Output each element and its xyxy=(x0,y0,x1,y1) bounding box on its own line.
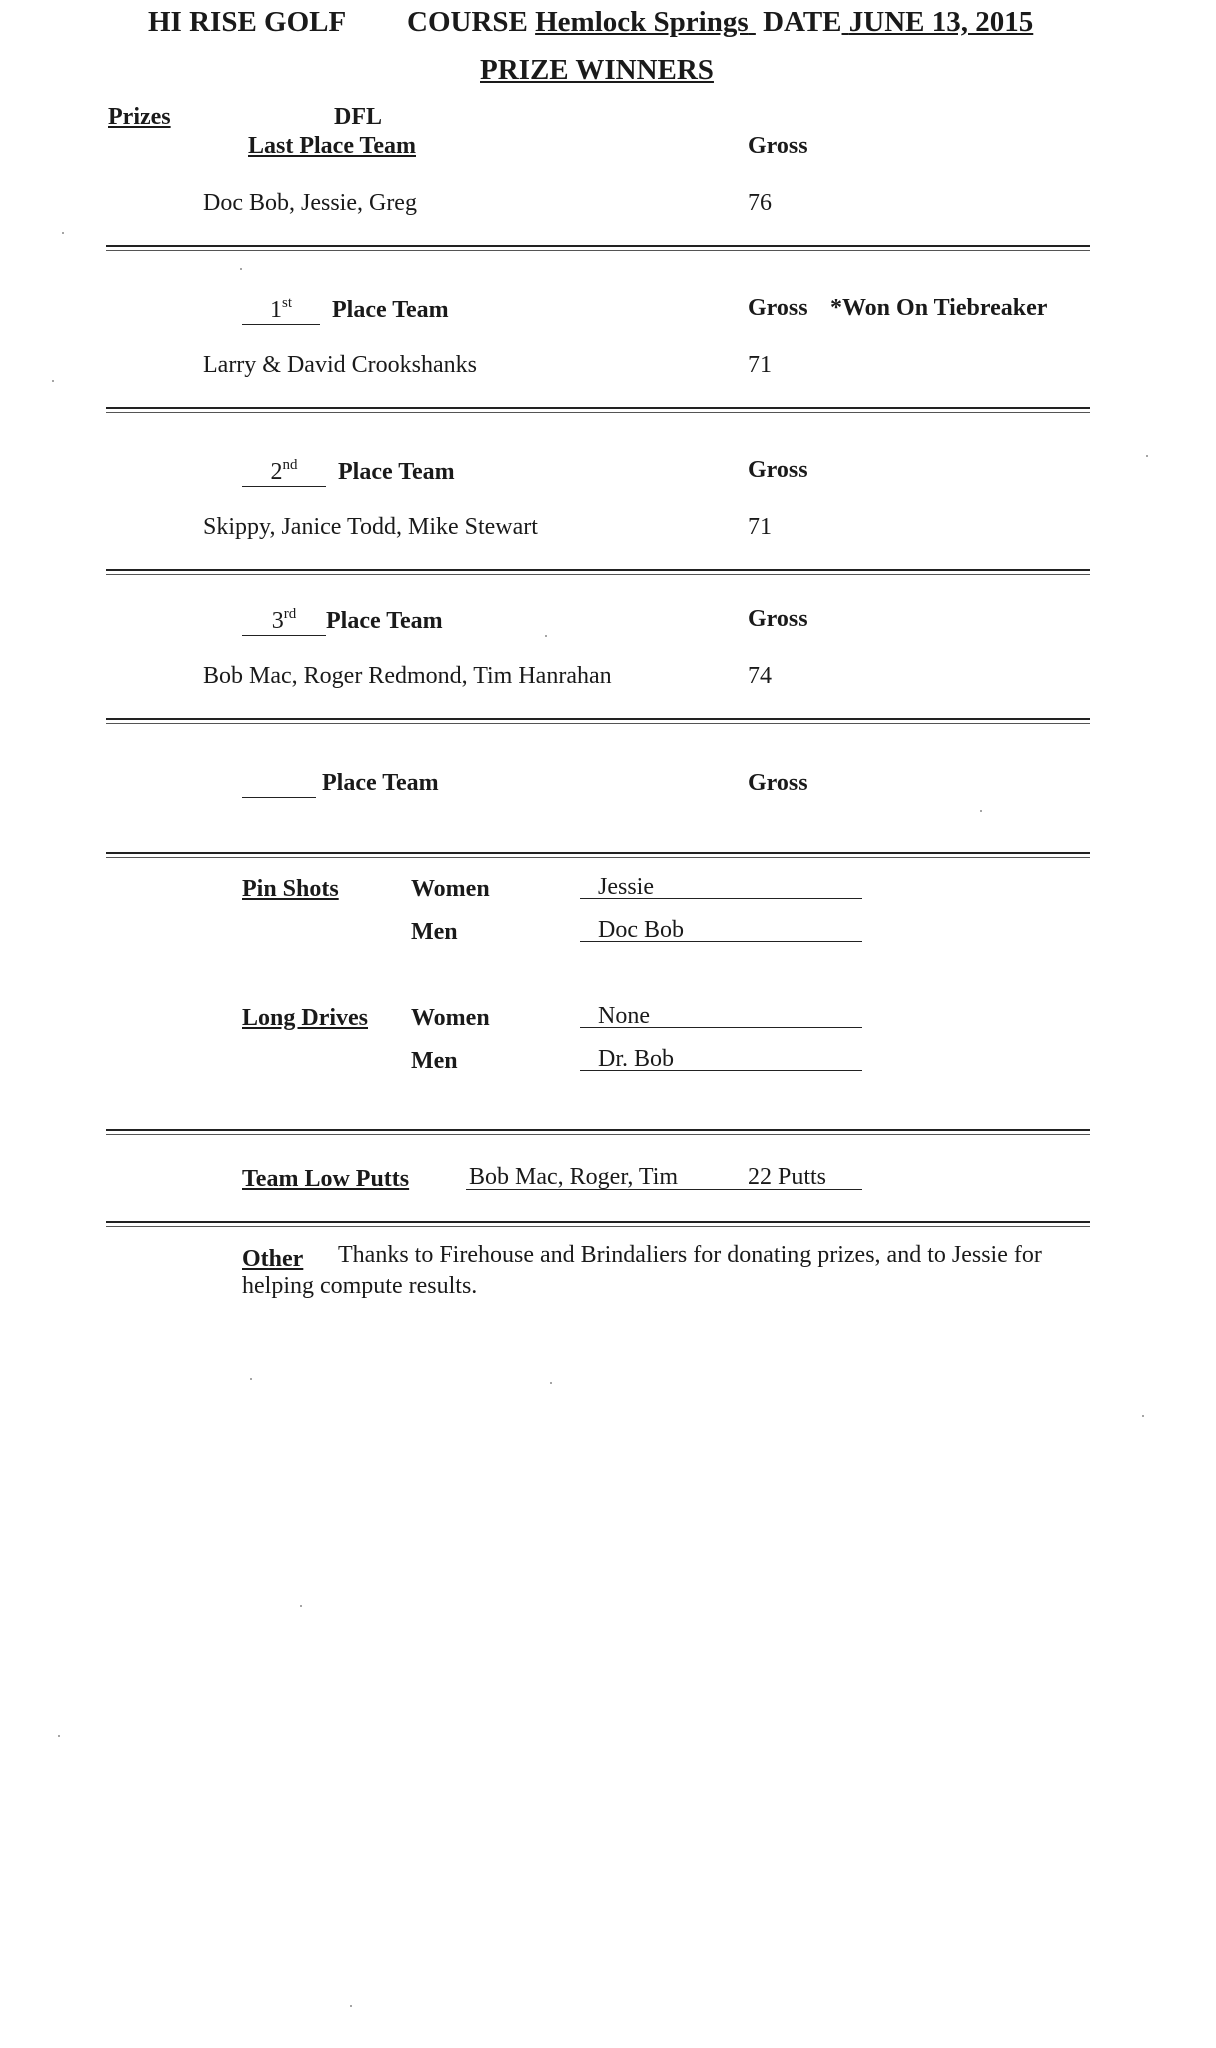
place-2-suffix: nd xyxy=(282,457,298,473)
scan-speck xyxy=(545,635,547,637)
putts-team: Bob Mac, Roger, Tim xyxy=(469,1164,679,1190)
scan-speck xyxy=(240,268,242,270)
pin-women-label: Women xyxy=(411,876,490,902)
scan-speck xyxy=(58,1735,60,1737)
place-3-num: 3 xyxy=(271,608,284,634)
other-text-line1: Thanks to Firehouse and Brindaliers for donating prizes, and to Jessie for xyxy=(338,1242,1042,1268)
place-4-label: Place Team xyxy=(322,770,439,796)
place-1-gross: 71 xyxy=(748,352,772,378)
other-text-line2: helping compute results. xyxy=(242,1273,478,1299)
dfl-gross-label: Gross xyxy=(748,133,808,159)
date-value: JUNE 13, 2015 xyxy=(848,6,1034,38)
scan-speck xyxy=(350,2005,352,2007)
dfl-gross: 76 xyxy=(748,190,772,216)
pin-shots-label: Pin Shots xyxy=(242,876,339,902)
scan-speck xyxy=(52,380,54,382)
place-4-gross-label: Gross xyxy=(748,770,808,796)
drives-women-label: Women xyxy=(411,1005,490,1031)
divider xyxy=(106,245,1090,251)
place-1-team: Larry & David Crookshanks xyxy=(203,352,477,378)
putts-label: Team Low Putts xyxy=(242,1166,410,1192)
course-line xyxy=(407,6,1033,39)
page-title: PRIZE WINNERS xyxy=(480,54,714,86)
place-3-suffix: rd xyxy=(283,606,297,622)
place-1-num: 1 xyxy=(269,297,282,323)
other-label: Other xyxy=(242,1246,304,1272)
place-2-gross: 71 xyxy=(748,514,772,540)
place-3-gross-label: Gross xyxy=(748,606,808,632)
place-1-note: *Won On Tiebreaker xyxy=(830,295,1048,321)
drives-women-value: None xyxy=(598,1003,650,1029)
place-3-label: Place Team xyxy=(326,608,443,634)
scan-speck xyxy=(250,1378,252,1380)
place-3-heading xyxy=(242,606,443,636)
scan-speck xyxy=(550,1382,552,1384)
place-2-team: Skippy, Janice Todd, Mike Stewart xyxy=(203,514,538,540)
org-name: HI RISE GOLF xyxy=(148,6,347,38)
long-drives-label: Long Drives xyxy=(242,1005,368,1031)
prizes-label: Prizes xyxy=(108,104,171,130)
pin-men-value: Doc Bob xyxy=(598,917,684,943)
place-2-num: 2 xyxy=(270,459,283,485)
place-2-heading xyxy=(242,457,455,487)
putts-value: 22 Putts xyxy=(748,1164,827,1190)
dfl-label: DFL xyxy=(334,104,382,130)
place-1-gross-label: Gross xyxy=(748,295,808,321)
divider xyxy=(106,407,1090,413)
divider xyxy=(106,569,1090,575)
place-3-gross: 74 xyxy=(748,663,772,689)
place-4-heading xyxy=(242,770,439,798)
date-label: DATE xyxy=(763,6,842,38)
scan-speck xyxy=(1146,455,1148,457)
place-2-gross-label: Gross xyxy=(748,457,808,483)
scan-speck xyxy=(1142,1415,1144,1417)
place-1-suffix: st xyxy=(281,295,292,311)
divider xyxy=(106,718,1090,724)
pin-men-label: Men xyxy=(411,919,458,945)
place-1-heading xyxy=(242,295,449,325)
course-value: Hemlock Springs xyxy=(535,6,749,38)
scan-speck xyxy=(62,232,64,234)
course-label: COURSE xyxy=(407,6,528,38)
scan-speck xyxy=(300,1605,302,1607)
dfl-heading: Last Place Team xyxy=(248,133,416,159)
place-1-label: Place Team xyxy=(332,297,449,323)
divider xyxy=(106,1129,1090,1135)
place-3-team: Bob Mac, Roger Redmond, Tim Hanrahan xyxy=(203,663,612,689)
divider xyxy=(106,852,1090,858)
pin-women-value: Jessie xyxy=(598,874,654,900)
place-4-num xyxy=(276,770,282,796)
place-2-label: Place Team xyxy=(338,459,455,485)
dfl-team: Doc Bob, Jessie, Greg xyxy=(203,190,417,216)
drives-men-value: Dr. Bob xyxy=(598,1046,675,1072)
divider xyxy=(106,1221,1090,1227)
scan-speck xyxy=(980,810,982,812)
drives-men-label: Men xyxy=(411,1048,458,1074)
